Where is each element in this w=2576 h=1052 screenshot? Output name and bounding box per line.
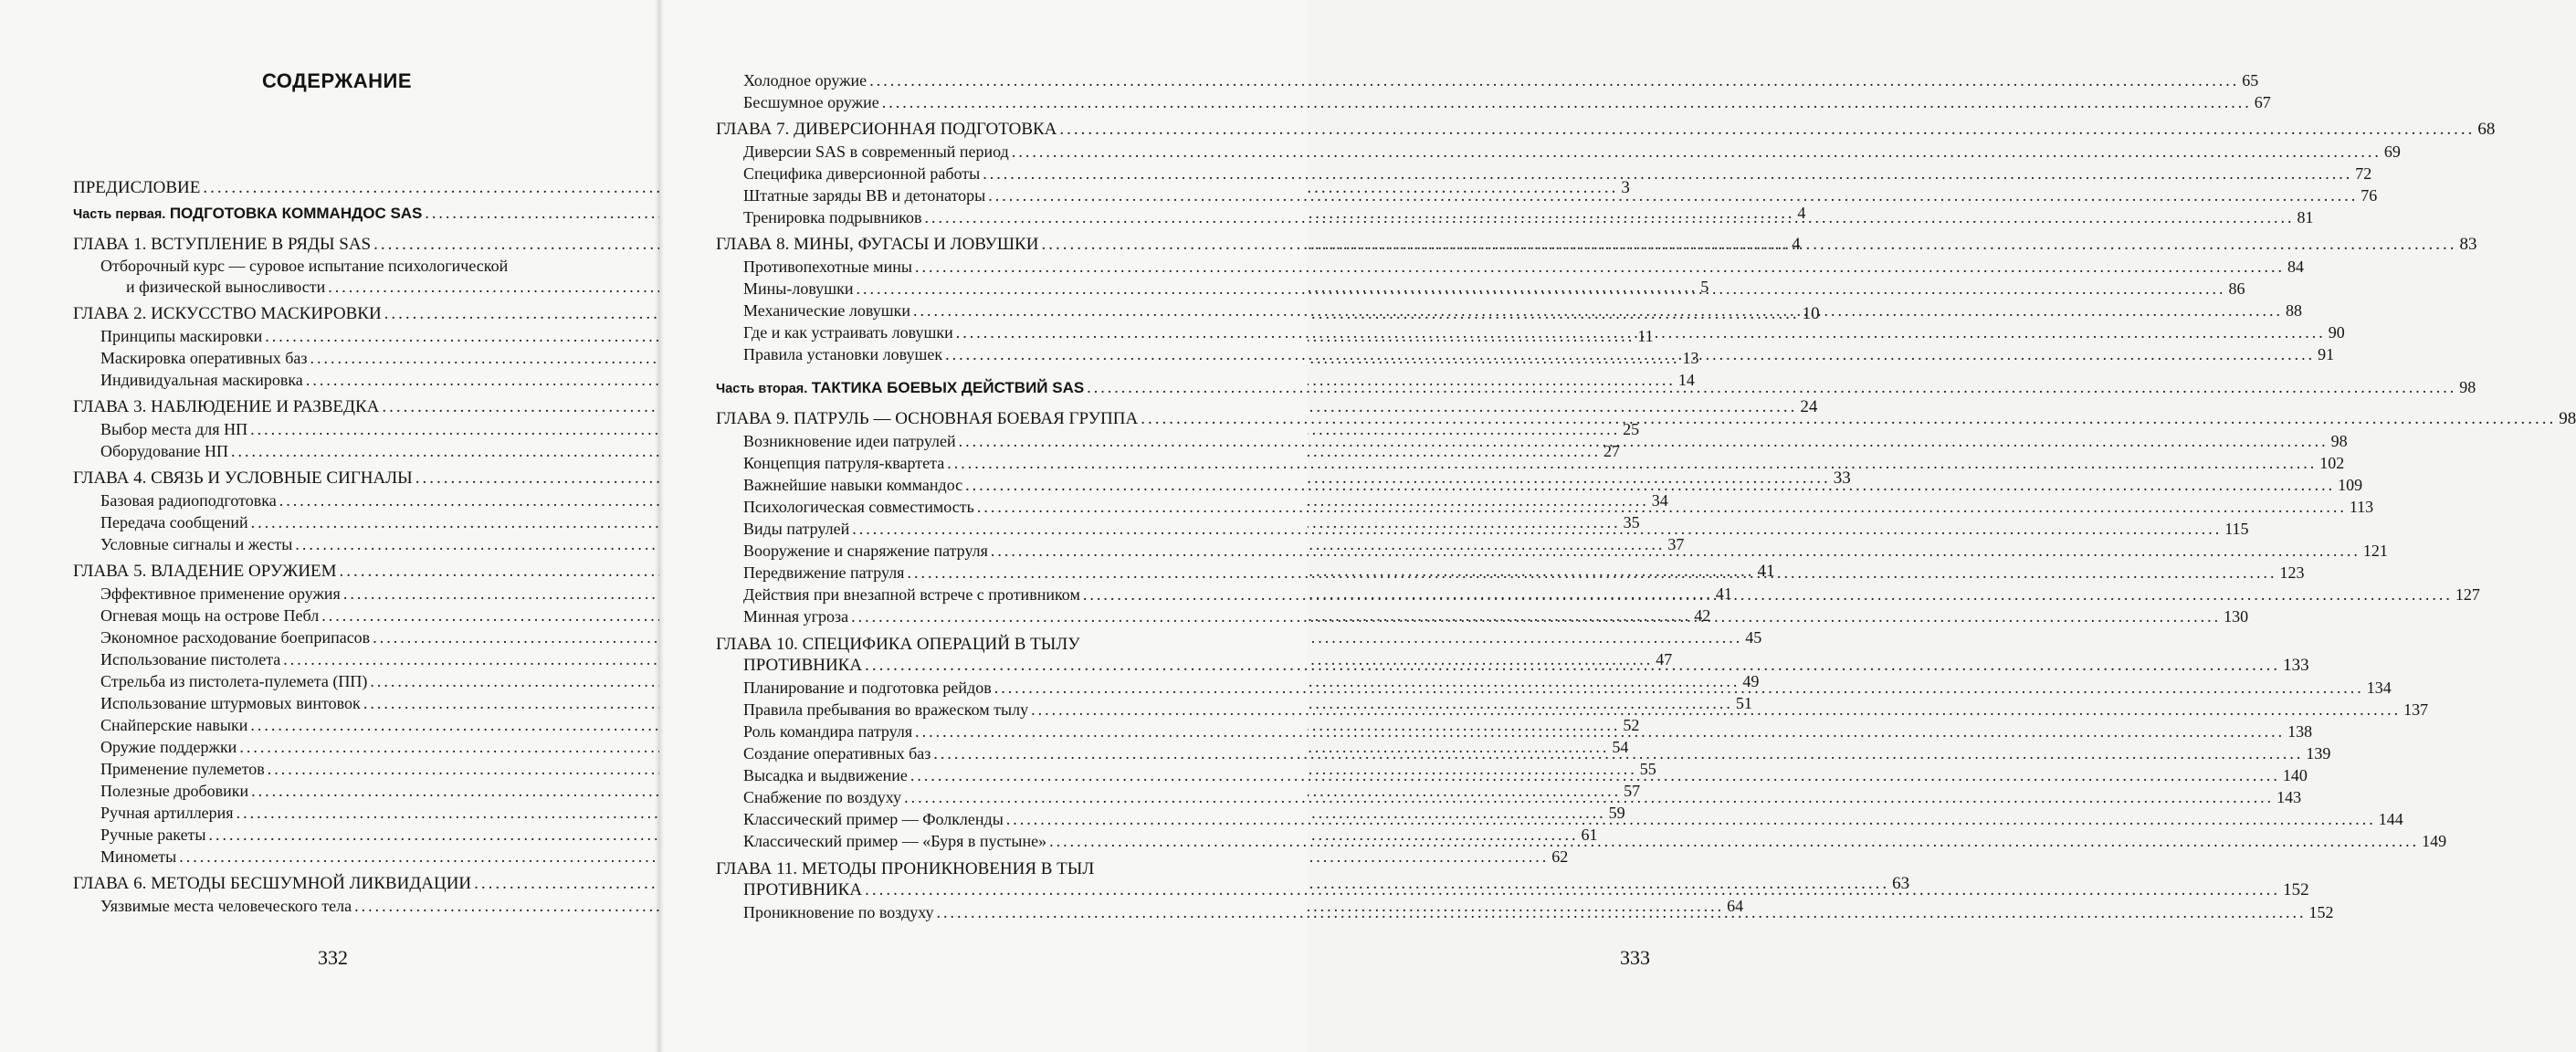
page-ref: 115	[2224, 520, 2249, 538]
part-title: ПОДГОТОВКА КОММАНДОС SAS	[169, 205, 423, 222]
page-ref: 41	[1715, 584, 1732, 603]
toc-entry: Минометы ..... 62	[73, 846, 599, 868]
toc-entry: Стрельба из пистолета-пулемета (ПП) ..... 49	[73, 670, 599, 692]
toc-entry: Мины-ловушки ..... 86	[716, 278, 1244, 300]
page-number-left: 332	[318, 946, 348, 969]
page-ref: 127	[2455, 585, 2480, 604]
page-ref: 121	[2362, 542, 2388, 560]
page-ref: 102	[2319, 454, 2345, 472]
toc-chapter-11-line1: ГЛАВА 11. МЕТОДЫ ПРОНИКНОВЕНИЯ В ТЫЛ	[716, 859, 1095, 878]
toc-entry: Принципы маскировки ..... 11	[73, 325, 599, 347]
toc-entry: Использование штурмовых винтовок ..... 51	[73, 692, 599, 714]
part-label: Часть первая.	[73, 207, 166, 222]
page-ref: 45	[1745, 628, 1762, 647]
toc-entry: Диверсии SAS в современный период ..... 69	[716, 141, 1244, 163]
toc-chapter-9: ГЛАВА 9. ПАТРУЛЬ — ОСНОВНАЯ БОЕВАЯ ГРУППА ..... 98	[716, 408, 1244, 430]
part-label: Часть вторая.	[716, 382, 808, 396]
page-ref: 42	[1694, 606, 1711, 625]
toc-chapter-10: ПРОТИВНИКА ..... 133	[716, 655, 1244, 677]
toc-chapter-4: ГЛАВА 4. СВЯЗЬ И УСЛОВНЫЕ СИГНАЛЫ ..... 33	[73, 468, 599, 489]
page-ref: 84	[2287, 258, 2304, 276]
toc-entry: Применение пулеметов ..... 55	[73, 758, 599, 780]
toc-entry: Правила пребывания во вражеском тылу ..... 137	[716, 699, 1244, 721]
toc-entry: Проникновение по воздуху ..... 152	[716, 901, 1244, 923]
toc-chapter-7: ГЛАВА 7. ДИВЕРСИОННАЯ ПОДГОТОВКА ..... 68	[716, 119, 1244, 141]
page-ref: 65	[2242, 71, 2259, 89]
page-ref: 143	[2276, 788, 2302, 806]
page-ref: 133	[2283, 656, 2309, 675]
page-ref: 68	[2477, 120, 2496, 139]
page-number-right: 333	[1620, 946, 1650, 969]
page-ref: 33	[1833, 468, 1851, 488]
page-ref: 76	[2360, 186, 2378, 205]
page-ref: 54	[1612, 738, 1629, 756]
page-ref: 13	[1682, 349, 1699, 367]
page-ref: 51	[1735, 694, 1752, 712]
toc-title: СОДЕРЖАНИЕ	[261, 69, 413, 92]
page-ref: 123	[2279, 563, 2305, 582]
page-ref: 69	[2383, 142, 2401, 161]
toc-entry-selection-course-line1: Отборочный курс — суровое испытание психологической	[100, 257, 509, 275]
page-ref: 81	[2297, 208, 2314, 226]
toc-entry: Индивидуальная маскировка ..... 14	[73, 369, 599, 391]
page-ref: 55	[1639, 760, 1656, 778]
toc-entry: Базовая радиоподготовка ..... 34	[73, 489, 599, 511]
toc-entry: Классический пример — «Буря в пустыне» ..... 149	[716, 830, 1244, 852]
page-ref: 152	[2308, 903, 2334, 921]
book-gutter	[655, 0, 664, 1052]
page-ref: 25	[1623, 420, 1640, 438]
toc-chapter-3: ГЛАВА 3. НАБЛЮДЕНИЕ И РАЗВЕДКА ..... 24	[73, 396, 599, 418]
page-ref: 64	[1727, 897, 1744, 915]
page-ref: 4	[1792, 235, 1801, 254]
toc-entry: Где и как устраивать ловушки ..... 90	[716, 321, 1244, 343]
toc-chapter-10-line1: ГЛАВА 10. СПЕЦИФИКА ОПЕРАЦИЙ В ТЫЛУ	[716, 635, 1080, 654]
page-ref: 34	[1651, 491, 1668, 510]
toc-entry: Холодное оружие ..... 65	[716, 69, 1244, 91]
page-ref: 83	[2459, 235, 2477, 254]
toc-chapter-6: ГЛАВА 6. МЕТОДЫ БЕСШУМНОЙ ЛИКВИДАЦИИ ..... 63	[73, 873, 599, 895]
toc-entry: Уязвимые места человеческого тела ..... 64	[73, 895, 599, 917]
toc-entry: Виды патрулей ..... 115	[716, 518, 1244, 540]
toc-chapter-8: ГЛАВА 8. МИНЫ, ФУГАСЫ И ЛОВУШКИ ..... 83	[716, 234, 1244, 256]
toc-entry: Высадка и выдвижение ..... 140	[716, 764, 1244, 786]
toc-entry: Передвижение патруля ..... 123	[716, 562, 1244, 584]
toc-entry: Возникновение идеи патрулей ..... 98	[716, 430, 1244, 452]
toc-entry: Огневая мощь на острове Пебл ..... 42	[73, 605, 599, 626]
toc-entry: Использование пистолета ..... 47	[73, 648, 599, 670]
toc-entry: Передача сообщений ..... 35	[73, 511, 599, 533]
toc-entry-selection-course: и физической выносливости ..... 5	[73, 276, 599, 298]
toc-entry: Концепция патруля-квартета ..... 102	[716, 452, 1244, 474]
toc-entry: Классический пример — Фолкленды ..... 144	[716, 808, 1244, 830]
page-ref: 11	[1637, 327, 1654, 345]
page-ref: 41	[1757, 562, 1775, 581]
toc-entry: Снайперские навыки ..... 52	[73, 714, 599, 736]
page-ref: 72	[2355, 164, 2372, 183]
toc-entry: Экономное расходование боеприпасов ..... 45	[73, 626, 599, 648]
page-ref: 109	[2338, 476, 2363, 494]
page-ref: 52	[1623, 716, 1640, 734]
toc-chapter-11: ПРОТИВНИКА ..... 152	[716, 879, 1244, 901]
page-ref: 47	[1656, 650, 1673, 668]
page-ref: 98	[2459, 378, 2476, 396]
toc-entry: Тренировка подрывников ..... 81	[716, 206, 1244, 228]
part-title: ТАКТИКА БОЕВЫХ ДЕЙСТВИЙ SAS	[811, 379, 1085, 396]
page-ref: 37	[1667, 535, 1685, 553]
page-ref: 27	[1603, 442, 1620, 460]
toc-entry: Маскировка оперативных баз ..... 13	[73, 347, 599, 369]
toc-entry: Создание оперативных баз ..... 139	[716, 742, 1244, 764]
toc-entry: Вооружение и снаряжение патруля ..... 121	[716, 540, 1244, 562]
page-ref: 139	[2306, 744, 2331, 763]
toc-chapter-1: ГЛАВА 1. ВСТУПЛЕНИЕ В РЯДЫ SAS ..... 4	[73, 234, 599, 256]
toc-entry: Важнейшие навыки коммандос ..... 109	[716, 474, 1244, 496]
toc-entry: Роль командира патруля ..... 138	[716, 721, 1244, 742]
toc-entry: Полезные дробовики ..... 57	[73, 780, 599, 802]
page-ref: 144	[2378, 810, 2403, 828]
page-ref: 130	[2224, 607, 2249, 626]
page-ref: 35	[1623, 513, 1640, 531]
toc-entry: Оборудование НП ..... 27	[73, 440, 599, 462]
page-ref: 90	[2328, 323, 2345, 342]
toc-entry: Бесшумное оружие ..... 67	[716, 91, 1244, 113]
toc-entry: Планирование и подготовка рейдов ..... 134	[716, 677, 1244, 699]
page-ref: 5	[1700, 278, 1709, 296]
page-ref: 49	[1742, 672, 1760, 690]
toc-entry-preface: ПРЕДИСЛОВИЕ ..... 3	[73, 177, 599, 199]
page-ref: 138	[2287, 722, 2313, 741]
toc-entry: Правила установки ловушек ..... 91	[716, 343, 1244, 365]
page-ref: 137	[2403, 700, 2429, 719]
toc-entry: Минная угроза ..... 130	[716, 605, 1244, 627]
page-ref: 63	[1892, 874, 1910, 893]
toc-entry: Снабжение по воздуху ..... 143	[716, 786, 1244, 808]
page-ref: 10	[1802, 304, 1820, 323]
page-ref: 62	[1551, 847, 1569, 866]
toc-entry: Выбор места для НП ..... 25	[73, 418, 599, 440]
page-ref: 59	[1608, 804, 1625, 822]
page-ref: 113	[2349, 498, 2374, 516]
page-ref: 140	[2282, 766, 2308, 784]
page-ref: 57	[1624, 782, 1641, 800]
page-ref: 88	[2286, 301, 2302, 320]
toc-entry: Специфика диверсионной работы ..... 72	[716, 163, 1244, 184]
page-ref: 3	[1621, 178, 1630, 197]
page-ref: 61	[1581, 826, 1598, 844]
toc-entry: Механические ловушки ..... 88	[716, 300, 1244, 321]
toc-entry: Условные сигналы и жесты ..... 37	[73, 533, 599, 555]
toc-entry: Ручная артиллерия ..... 59	[73, 802, 599, 824]
toc-chapter-5: ГЛАВА 5. ВЛАДЕНИЕ ОРУЖИЕМ ..... 41	[73, 561, 599, 583]
toc-entry: Эффективное применение оружия ..... 41	[73, 583, 599, 605]
toc-entry: Психологическая совместимость ..... 113	[716, 496, 1244, 518]
page-ref: 98	[2330, 432, 2348, 450]
page-ref: 152	[2283, 880, 2309, 899]
page-ref: 24	[1800, 397, 1818, 416]
toc-entry: Действия при внезапной встрече с противником ..... 127	[716, 584, 1244, 605]
toc-entry: Оружие поддержки ..... 54	[73, 736, 599, 758]
page-ref: 98	[2559, 409, 2576, 428]
page-ref: 67	[2254, 93, 2271, 111]
page-ref: 4	[1797, 204, 1806, 222]
page-ref: 91	[2318, 345, 2335, 363]
page-ref: 134	[2366, 679, 2392, 697]
toc-chapter-2: ГЛАВА 2. ИСКУССТВО МАСКИРОВКИ ..... 10	[73, 303, 599, 325]
toc-entry: Штатные заряды ВВ и детонаторы ..... 76	[716, 184, 1244, 206]
toc-entry: Ручные ракеты ..... 61	[73, 824, 599, 846]
page-ref: 149	[2422, 832, 2447, 850]
page-ref: 86	[2228, 279, 2245, 298]
page-ref: 14	[1677, 371, 1695, 389]
toc-entry: Противопехотные мины ..... 84	[716, 256, 1244, 278]
